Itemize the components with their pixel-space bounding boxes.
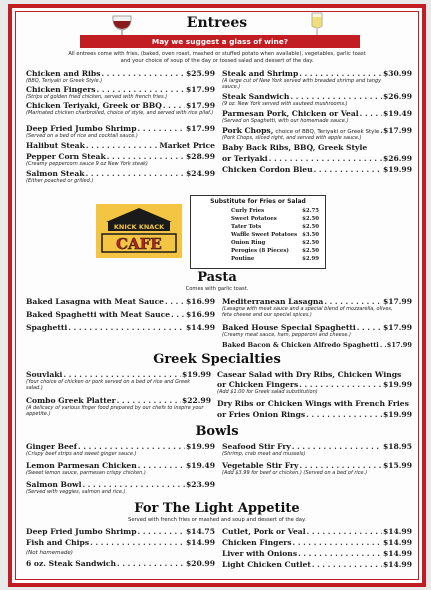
light-note: Served with french fries or mashed and soup and dessert of the day. [128,517,306,523]
menu-item: Baked Lasagna with Meat Sauce . . . $16.99 [26,297,215,306]
menu-item: Seafood Stir Fry . . . $18.95 [222,442,412,451]
item-description: (Not homemade) [26,550,73,556]
item-description: (Crispy beef strips and sweet ginger sauce.) [26,451,137,457]
substitute-item: Onion Ring $2.50 [231,240,319,246]
pasta-title: Pasta [197,270,237,285]
menu-item: or Fries Onion Rings . . . $19.99 [217,410,412,419]
menu-item: Dry Ribs or Chicken Wings with French Fries [217,399,409,408]
substitute-item: Sweet Potatoes $2.50 [231,216,319,222]
menu-item: Vegetable Stir Fry . . . $15.99 [222,461,412,470]
substitute-item: Curly Fries $2.75 [231,208,319,214]
menu-item: Fish and Chips . . . $14.99 [26,538,215,547]
menu-item: Mediterranean Lasagna . . . $17.99 [222,297,412,306]
menu-item: Chicken Teriyaki, Greek or BBQ . . . $17.99 [26,101,215,110]
menu-item: Combo Greek Platter . . . $22.99 [26,396,211,405]
menu-item: Spaghetti . . . $14.99 [26,323,215,332]
light-title: For The Light Appetite [134,501,300,516]
pasta-note: Comes with garlic toast. [185,286,249,292]
entrees-title: Entrees [186,15,248,31]
svg-text:CAFE: CAFE [116,235,162,253]
menu-item: Pepper Corn Steak . . . $28.99 [26,152,215,161]
wine-banner: May we suggest a glass of wine? [80,35,360,48]
knick-knack-cafe-logo [96,204,182,258]
greek-title: Greek Specialties [153,352,281,367]
item-description: (Strips of golden fried chicken, served with french fries.) [26,94,168,100]
item-description: (Shrimp, crab meat and mussels) [222,451,306,457]
item-description: (Served with veggies, salmon and rice.) [26,489,126,495]
menu-item: Baby Back Ribs, BBQ, Greek Style [222,143,368,152]
substitute-table [190,195,326,269]
item-description: (Add $3.99 for beef or chicken.) (Served on a bed of rice.) [222,470,368,476]
menu-item: Baked Bacon & Chicken Alfredo Spaghetti . . . $17.99 [222,341,412,350]
item-description: (Sweet lemon sauce, parmesan crispy chicken.) [26,470,146,476]
menu-item: Light Chicken Cutlet . . . $14.99 [222,560,412,569]
menu-item: Lemon Parmesan Chicken . . . $19.49 [26,461,215,470]
menu-item: Deep Fried Jumbo Shrimp . . . $17.99 [26,124,215,133]
item-description: (Creamy peppercorn sauce 9 oz New York steak) [26,161,148,167]
menu-item: Steak and Shrimp . . . $30.99 [222,69,412,78]
menu-item: Parmesan Pork, Chicken or Veal . . . $19.49 [222,109,412,118]
item-description: (Creamy meat sauce, ham, pepperoni and cheese.) [222,332,351,338]
substitute-item: Poutine $2.99 [231,256,319,262]
item-description: (Your choice of chicken or pork served on a bed of rice and Greek salad.) [26,379,191,391]
substitute-item: Tater Tots $2.50 [231,224,319,230]
svg-text:KNICK KNACK: KNICK KNACK [113,223,165,231]
item-description: (Served on Spaghetti, with our homemade sauce.) [222,118,349,124]
item-description: (Pork Chops, sliced right, and served with apple sauce.) [222,135,362,141]
menu-item: Souvlaki . . . $19.99 [26,370,211,379]
menu-item: Ginger Beef . . . $19.99 [26,442,215,451]
menu-item: Chicken Fingers . . . $17.99 [26,85,215,94]
menu-item: 6 oz. Steak Sandwich . . . $20.99 [26,559,215,568]
substitute-item: Waffle Sweet Potatoes $3.50 [231,232,319,238]
entrees-note-1: All entrees come with fries, (baked, oven roast, mashed or stuffed potato when available), vegetables, garlic toast [68,51,366,57]
entrees-note-2: and your choice of soup of the day or tossed salad and dessert of the day. [120,58,314,64]
menu-item: or Teriyaki . . . $26.99 [222,154,412,163]
item-description: (A large cut of New York served with breaded shrimp and tangy sauce.) [222,78,382,90]
menu-item: Deep Fried Jumbo Shrimp . . . $14.75 [26,527,215,536]
menu-item: Pork Chops, choice of BBQ, Teriyaki or Greek Style . . . $17.99 [222,126,412,137]
menu-item: Liver with Onions . . . $14.99 [222,549,412,558]
substitute-title: Substitute for Fries or Salad [210,198,306,205]
menu-item: Halibut Steak . . . Market Price [26,141,215,150]
menu-item: Chicken and Ribs . . . $25.99 [26,69,215,78]
item-description: (Marinated chicken charbroiled, choice of style, and served with rice pilaf.) [26,110,214,116]
item-description: (A delicacy of various finger food prepared by our chefs to inspire your appetite.) [26,405,204,417]
menu-item: Baked Spaghetti with Meat Sauce . . . $16.99 [26,310,215,319]
menu-item: Cutlet, Pork or Veal . . . $14.99 [222,527,412,536]
menu-item: Chicken Cordon Bleu . . . $19.99 [222,165,412,174]
item-description: (9 oz. New York served with sauteed mushrooms.) [222,101,348,107]
item-description: (Either poached or grilled.) [26,178,94,184]
menu-item: Salmon Bowl . . . $23.99 [26,480,215,489]
menu-item: Steak Sandwich . . . $26.99 [222,92,412,101]
item-description: (Served on a bed of rice and cocktail sauce.) [26,133,138,139]
bowls-title: Bowls [195,424,239,439]
menu-item: Chicken Fingers . . . $14.99 [222,538,412,547]
item-description: (Lasagna with meat sauce and a special blend of mozzarella, olives, feta cheese and our special spices.) [222,306,393,318]
substitute-item: Perogies (8 Pieces) $2.50 [231,248,319,254]
menu-page [8,4,426,587]
menu-item: Baked House Special Spaghetti . . . $17.99 [222,323,412,332]
menu-item: Salmon Steak . . . $24.99 [26,169,215,178]
menu-item: Casear Salad with Dry Ribs, Chicken Wings [217,370,402,379]
item-description: (BBQ, Teriyaki or Greek Style.) [26,78,103,84]
item-description: (Add $1.00 for Greek salad substitution) [217,389,318,395]
menu-item: or Chicken Fingers . . . $19.99 [217,380,412,389]
